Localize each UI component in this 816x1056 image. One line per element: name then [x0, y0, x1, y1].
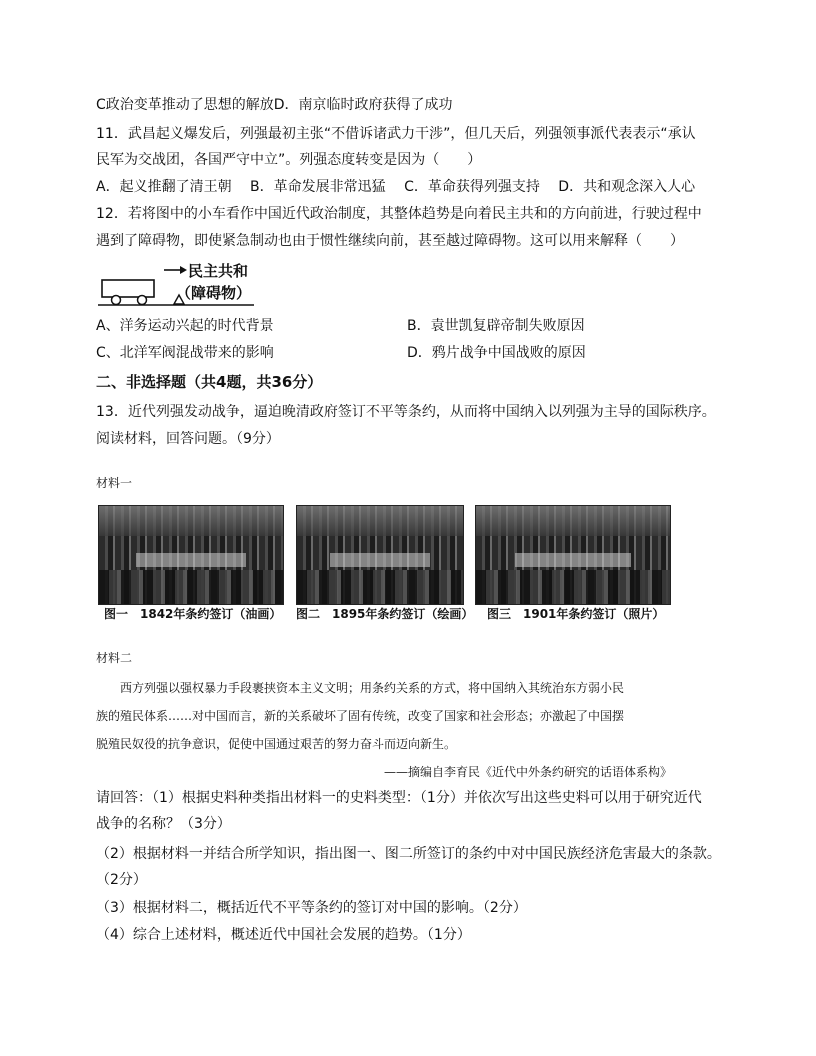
material-one-label: 材料一 [96, 476, 133, 490]
q12-stem-line1: 12．若将图中的小车看作中国近代政治制度，其整体趋势是向着民主共和的方向前进，行驶过程中 [96, 206, 702, 222]
q11-stem-line2: 民军为交战团，各国严守中立”。列强态度转变是因为（ ） [96, 152, 482, 168]
q12-option-a: A、洋务运动兴起的时代背景 [96, 318, 274, 334]
q12-option-c: C、北洋军阀混战带来的影响 [96, 345, 274, 361]
q10-options-cd: C政治变革推动了思想的解放D．南京临时政府获得了成功 [96, 97, 453, 113]
material-two-para-line3: 脱殖民奴役的抗争意识，促使中国通过艰苦的努力奋斗而迈向新生。 [96, 737, 457, 751]
q11-options: A．起义推翻了清王朝 B．革命发展非常迅猛 C．革命获得列强支持 D．共和观念深入人心 [96, 179, 696, 195]
section-heading: 二、非选择题（共4题，共36分） [96, 373, 323, 391]
figure-3-photo [475, 505, 671, 605]
q13-stem-line1: 13．近代列强发动战争，逼迫晚清政府签订不平等条约，从而将中国纳入以列强为主导的国际秩序。 [96, 404, 716, 420]
question-3: （3）根据材料二，概括近代不平等条约的签订对中国的影响。（2分） [96, 900, 527, 916]
q12-option-d: D．鸦片战争中国战败的原因 [407, 345, 586, 361]
question-1-line2: 战争的名称？（3分） [96, 816, 231, 832]
material-two-label: 材料二 [96, 651, 133, 665]
figure-1-caption: 图一 1842年条约签订（油画） [104, 607, 282, 621]
q12-option-b: B．袁世凯复辟帝制失败原因 [407, 318, 585, 334]
arrow-label: 民主共和 [188, 262, 249, 280]
obstacle-label: （障碍物） [176, 284, 252, 302]
figure-2-painting [296, 505, 464, 605]
q12-stem-line2: 遇到了障碍物，即使紧急制动也由于惯性继续向前，甚至越过障碍物。这可以用来解释（ ） [96, 233, 684, 249]
question-2-line1: （2）根据材料一并结合所学知识，指出图一、图二所签订的条约中对中国民族经济危害最大的条款。 [96, 846, 721, 862]
figure-1-painting [98, 505, 284, 605]
material-two-source: ——摘编自李育民《近代中外条约研究的话语体系构》 [384, 765, 673, 779]
question-1-line1: 请回答：（1）根据史料种类指出材料一的史料类型：（1分）并依次写出这些史料可以用于研究近代 [96, 790, 702, 806]
figure-2-caption: 图二 1895年条约签订（绘画） [296, 607, 474, 621]
question-2-line2: （2分） [96, 872, 147, 888]
material-two-para-line2: 族的殖民体系……对中国而言，新的关系破坏了固有传统，改变了国家和社会形态；亦激起了中国摆 [96, 709, 625, 723]
figure-3-caption: 图三 1901年条约签订（照片） [487, 607, 665, 621]
q11-stem-line1: 11．武昌起义爆发后，列强最初主张“不借诉诸武力干涉”，但几天后，列强领事派代表表示“承认 [96, 126, 696, 142]
q13-stem-line2: 阅读材料，回答问题。（9分） [96, 431, 280, 447]
material-two-para-line1: 西方列强以强权暴力手段裹挟资本主义文明；用条约关系的方式，将中国纳入其统治东方弱小民 [120, 681, 625, 695]
question-4: （4）综合上述材料，概述近代中国社会发展的趋势。（1分） [96, 927, 471, 943]
